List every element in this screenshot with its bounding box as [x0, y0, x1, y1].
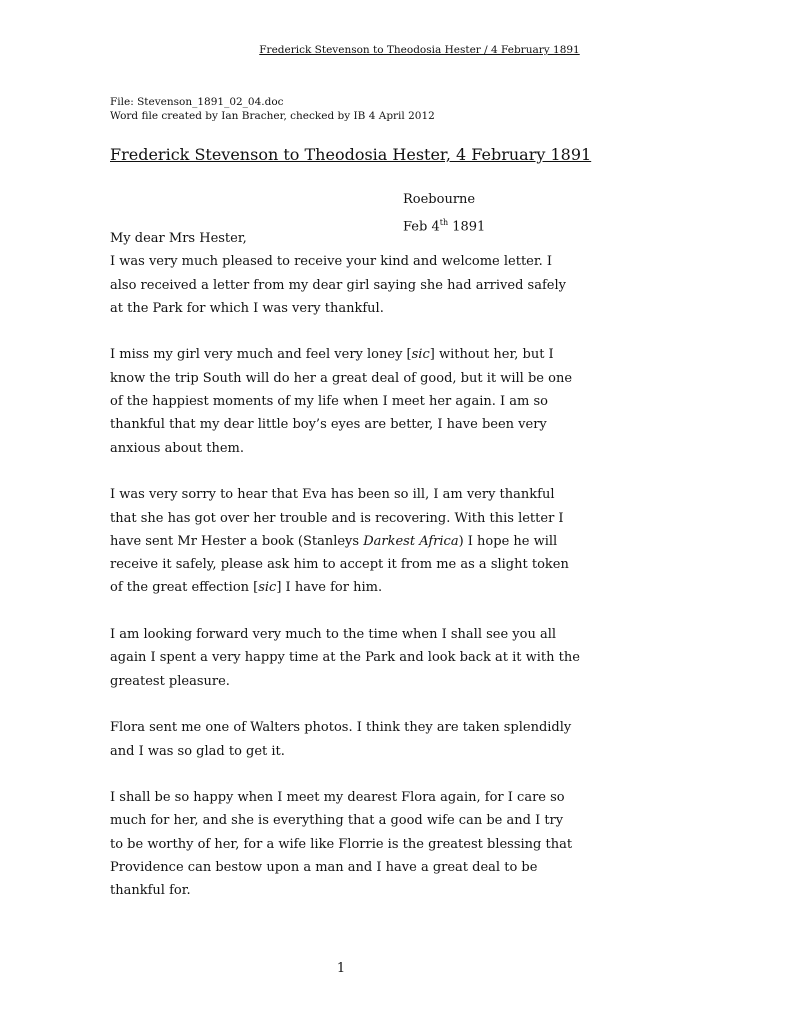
paragraph-3-text-c: ] I have for him. [276, 580, 383, 596]
paragraph-6: I shall be so happy when I meet my dearest Flora again, for I care so much for her, and she is everything that a good wife can be and I try to be worthy of her, for a wife like Florrie is the greatest blessing that Providence can bestow upon a man and I have a great deal to be thankful for. [110, 790, 573, 899]
running-header: Frederick Stevenson to Theodosia Hester / 4 February 1891 [259, 44, 580, 56]
date-prefix: Feb 4 [403, 219, 440, 235]
paragraph-3-text-a: I was very sorry to hear that Eva has been so ill, I am very thankful that she has got over her trouble and is recovering. With this letter I have sent Mr Hester a book (Stanleys [110, 487, 564, 549]
paragraph-3 [110, 483, 580, 599]
salutation: My dear Mrs Hester, [110, 231, 247, 246]
paragraph-4: I am looking forward very much to the time when I shall see you all again I spent a very happy time at the Park and look back at it with the greatest pleasure. [110, 627, 580, 689]
paragraph-2-text-a: I miss my girl very much and feel very loney [ [110, 347, 412, 363]
file-info [110, 95, 435, 123]
sic-note: sic [258, 580, 277, 596]
address-place: Roebourne [403, 192, 476, 207]
document-title: Frederick Stevenson to Theodosia Hester, 4 February 1891 [110, 145, 592, 164]
file-created-line: Word file created by Ian Bracher, checked by IB 4 April 2012 [110, 110, 435, 122]
page-number [0, 961, 791, 976]
paragraph-2 [110, 343, 580, 459]
paragraph-2-text-b: ] without her, but I know the trip South will do her a great deal of good, but it will be one of the happiest moments of my life when I meet her again. I am so thankful that my dear little boy’s eyes are better, I have been very anxious about them. [110, 347, 573, 456]
page-number-text: 1 [336, 961, 346, 976]
paragraph-3-text-b: ) I hope he will receive it safely, please ask him to accept it from me as a slight token of the great effection [ [110, 533, 569, 596]
date-suffix: th [439, 218, 449, 227]
file-name-line: File: Stevenson_1891_02_04.doc [110, 96, 284, 108]
date-year: 1891 [448, 219, 486, 235]
sic-note: sic [411, 347, 430, 363]
letter-body [110, 227, 580, 926]
paragraph-5: Flora sent me one of Walters photos. I think they are taken splendidly and I was so glad to get it. [110, 720, 572, 759]
paragraph-1: I was very much pleased to receive your kind and welcome letter. I also received a letter from my dear girl saying she had arrived safely at the Park for which I was very thankful. [110, 254, 566, 316]
book-title: Darkest Africa [363, 533, 459, 549]
